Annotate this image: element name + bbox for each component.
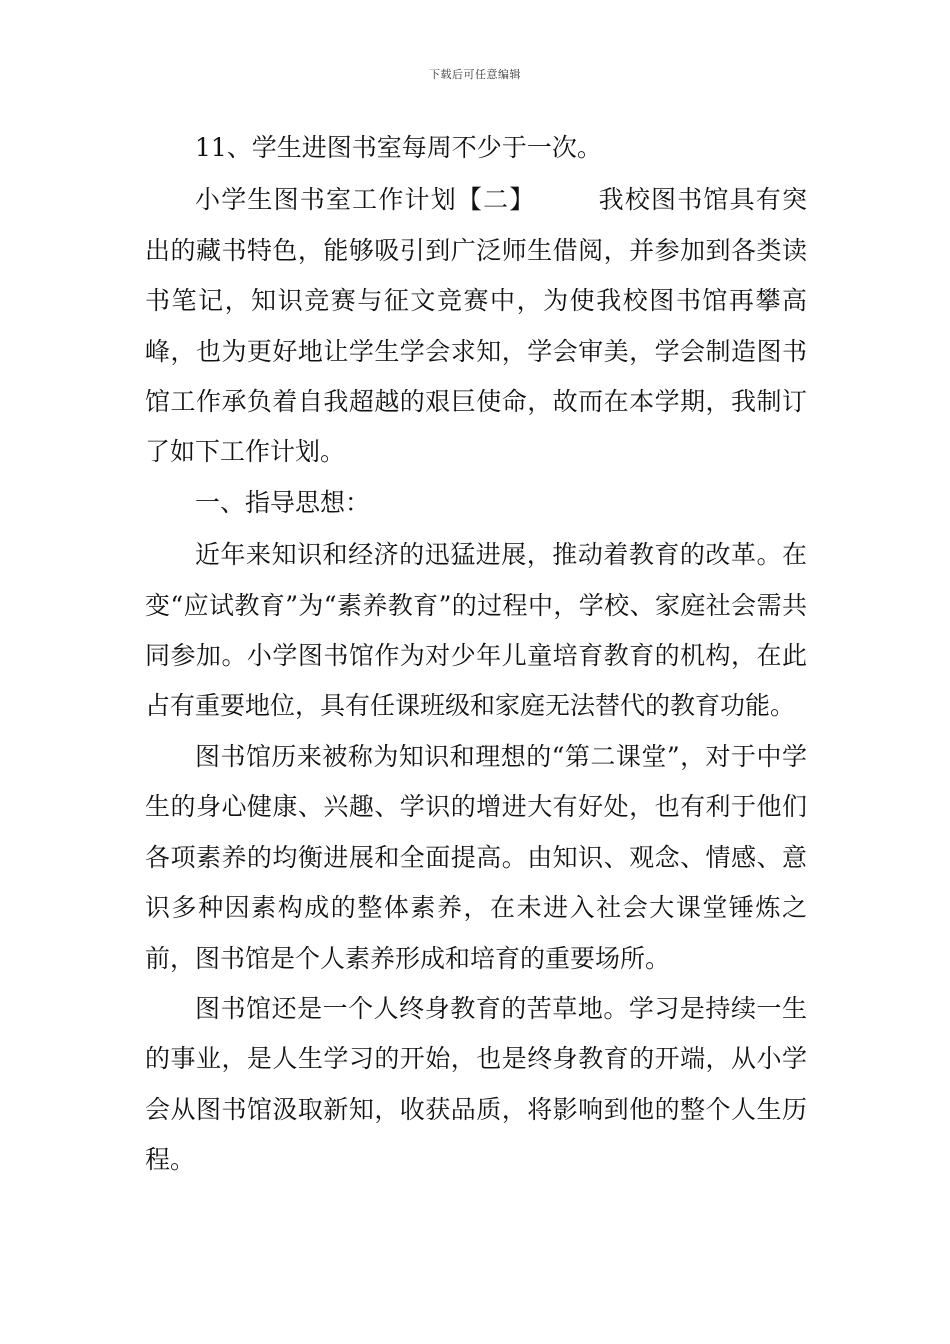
paragraph-3: 图书馆还是一个人终身教育的苦草地。学习是持续一生的事业，是人生学习的开始，也是终身教育的开端，从小学会从图书馆汲取新知，收获品质，将影响到他的整个人生历程。: [145, 993, 807, 1175]
document-body: [145, 123, 807, 1186]
item-11-line: 11、学生进图书室每周不少于一次。: [195, 133, 602, 162]
section-one-heading: 一、指导思想：: [195, 487, 371, 517]
plan-title: 小学生图书室工作计划【二】: [195, 185, 536, 215]
paragraph-2: 图书馆历来被称为知识和理想的“第二课堂”，对于中学生的身心健康、兴趣、学识的增进大有好处，也有利于他们各项素养的均衡进展和全面提高。由知识、观念、情感、意识多种因素构成的整体素养，在未进入社会大课堂锤炼之前，图书馆是个人素养形成和培育的重要场所。: [145, 741, 807, 973]
paragraph-1: 近年来知识和经济的迅猛进展，推动着教育的改革。在变“应试教育”为“素养教育”的过程中，学校、家庭社会需共同参加。小学图书馆作为对少年儿童培育教育的机构，在此占有重要地位，具有任课班级和家庭无法替代的教育功能。: [145, 540, 807, 721]
plan-paragraph: [145, 175, 807, 477]
header-note: 下载后可任意编辑: [429, 68, 521, 81]
plan-intro: 我校图书馆具有突出的藏书特色，能够吸引到广泛师生借阅，并参加到各类读书笔记，知识竞赛与征文竞赛中，为使我校图书馆再攀高峰，也为更好地让学生学会求知，学会审美，学会制造图书馆工作承负着自我超越的艰巨使命，故而在本学期，我制订了如下工作计划。: [145, 185, 807, 467]
